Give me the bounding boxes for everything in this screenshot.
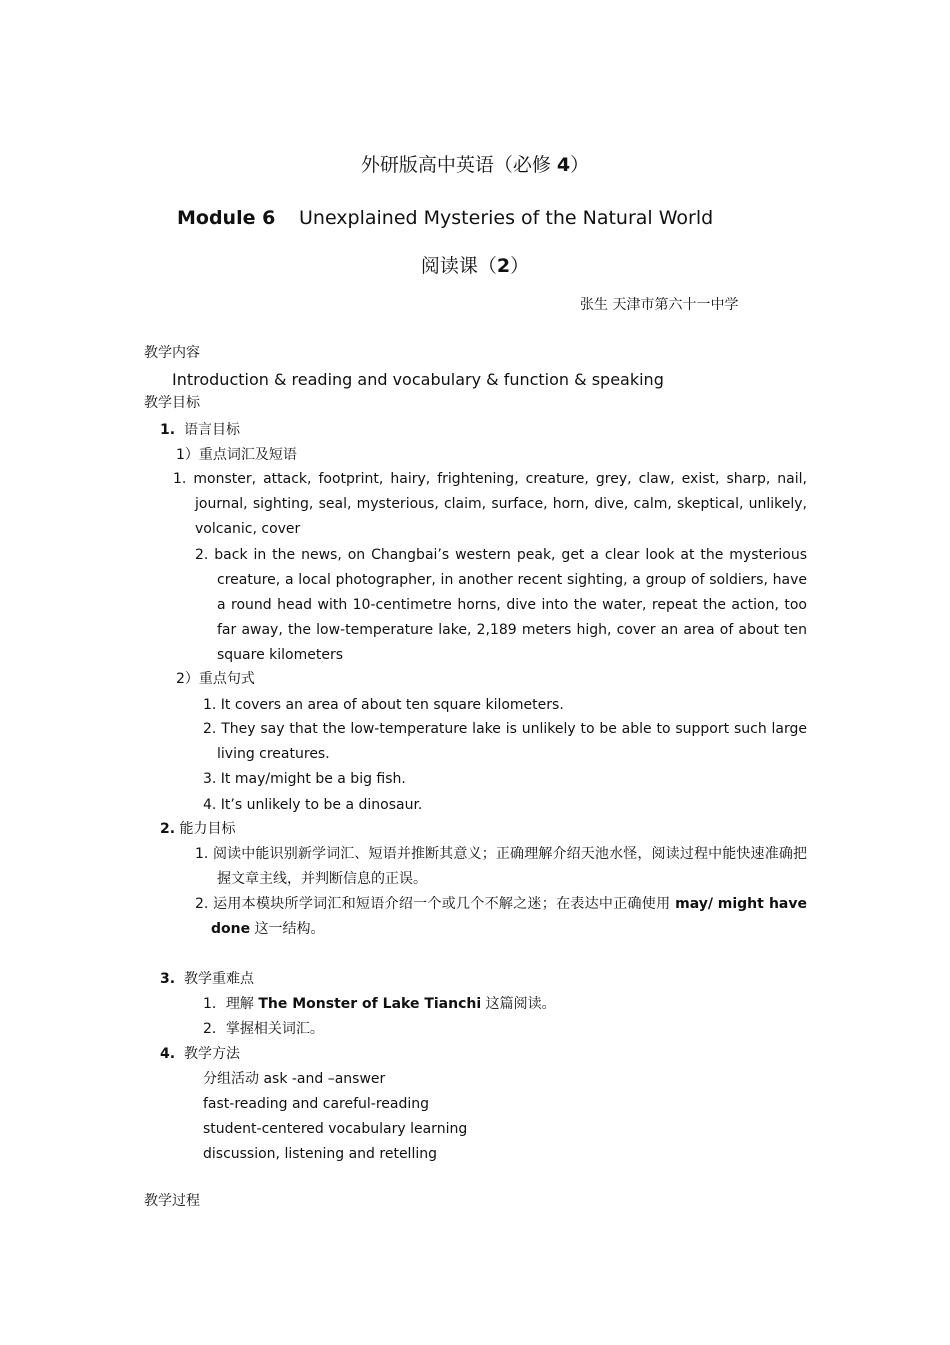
sentence-1: 1. It covers an area of about ten square kilometers. bbox=[203, 697, 564, 713]
vocab-words: 1. monster, attack, footprint, hairy, frightening, creature, grey, claw, exist, sharp, nail, journal, sighting, seal, mysterious, claim, surface, horn, dive, calm, skeptical, unlikely, volcanic, cover bbox=[173, 471, 807, 537]
module-label: Module 6 bbox=[177, 207, 276, 229]
ability-goal-1: 1. 阅读中能识别新学词汇、短语并推断其意义；正确理解介绍天池水怪，阅读过程中能快速准确把握文章主线，并判断信息的正误。 bbox=[195, 846, 807, 887]
content-heading: 教学内容 bbox=[144, 345, 200, 361]
key-point-2: 2．掌握相关词汇。 bbox=[203, 1021, 324, 1037]
module-title: Unexplained Mysteries of the Natural World bbox=[299, 207, 714, 229]
author-line: 张生 天津市第六十一中学 bbox=[580, 297, 739, 313]
section-4-heading: 4. 教学方法 bbox=[160, 1046, 240, 1062]
lesson-title: 阅读课（2） bbox=[420, 255, 530, 277]
key-point-1: 1．理解 The Monster of Lake Tianchi 这篇阅读。 bbox=[203, 996, 556, 1012]
subsection-vocab-heading: 1）重点词汇及短语 bbox=[176, 447, 297, 463]
section-2-heading: 2. 能力目标 bbox=[160, 821, 236, 837]
method-item: 分组活动 ask -and –answer bbox=[203, 1071, 386, 1087]
section-1-heading: 1. 语言目标 bbox=[160, 422, 240, 438]
method-item: discussion, listening and retelling bbox=[203, 1146, 437, 1162]
sentence-4: 4. It’s unlikely to be a dinosaur. bbox=[203, 797, 423, 813]
vocab-phrases: 2. back in the news, on Changbai’s western peak, get a clear look at the mysterious creature, a local photographer, in another recent sighting, a group of soldiers, have a round head with 10-centimetre horns, dive into the water, repeat the action, too far away, the low-temperature lake, 2,189 meters high, cover an area of about ten square kilometers bbox=[195, 547, 807, 663]
ability-goal-2: 2. 运用本模块所学词汇和短语介绍一个或几个不解之迷；在表达中正确使用 may/ might have done 这一结构。 bbox=[195, 896, 808, 937]
content-text: Introduction & reading and vocabulary & function & speaking bbox=[172, 370, 664, 389]
document-title: 外研版高中英语（必修 4） bbox=[360, 154, 590, 176]
sentence-2: 2. They say that the low-temperature lake is unlikely to be able to support such large living creatures. bbox=[203, 721, 807, 762]
process-heading: 教学过程 bbox=[144, 1193, 200, 1209]
method-item: fast-reading and careful-reading bbox=[203, 1096, 430, 1112]
section-3-heading: 3. 教学重难点 bbox=[160, 971, 254, 987]
goals-heading: 教学目标 bbox=[144, 395, 200, 411]
sentence-3: 3. It may/might be a big fish. bbox=[203, 771, 406, 787]
method-item: student-centered vocabulary learning bbox=[203, 1121, 468, 1137]
subsection-sentences-heading: 2）重点句式 bbox=[176, 671, 255, 687]
